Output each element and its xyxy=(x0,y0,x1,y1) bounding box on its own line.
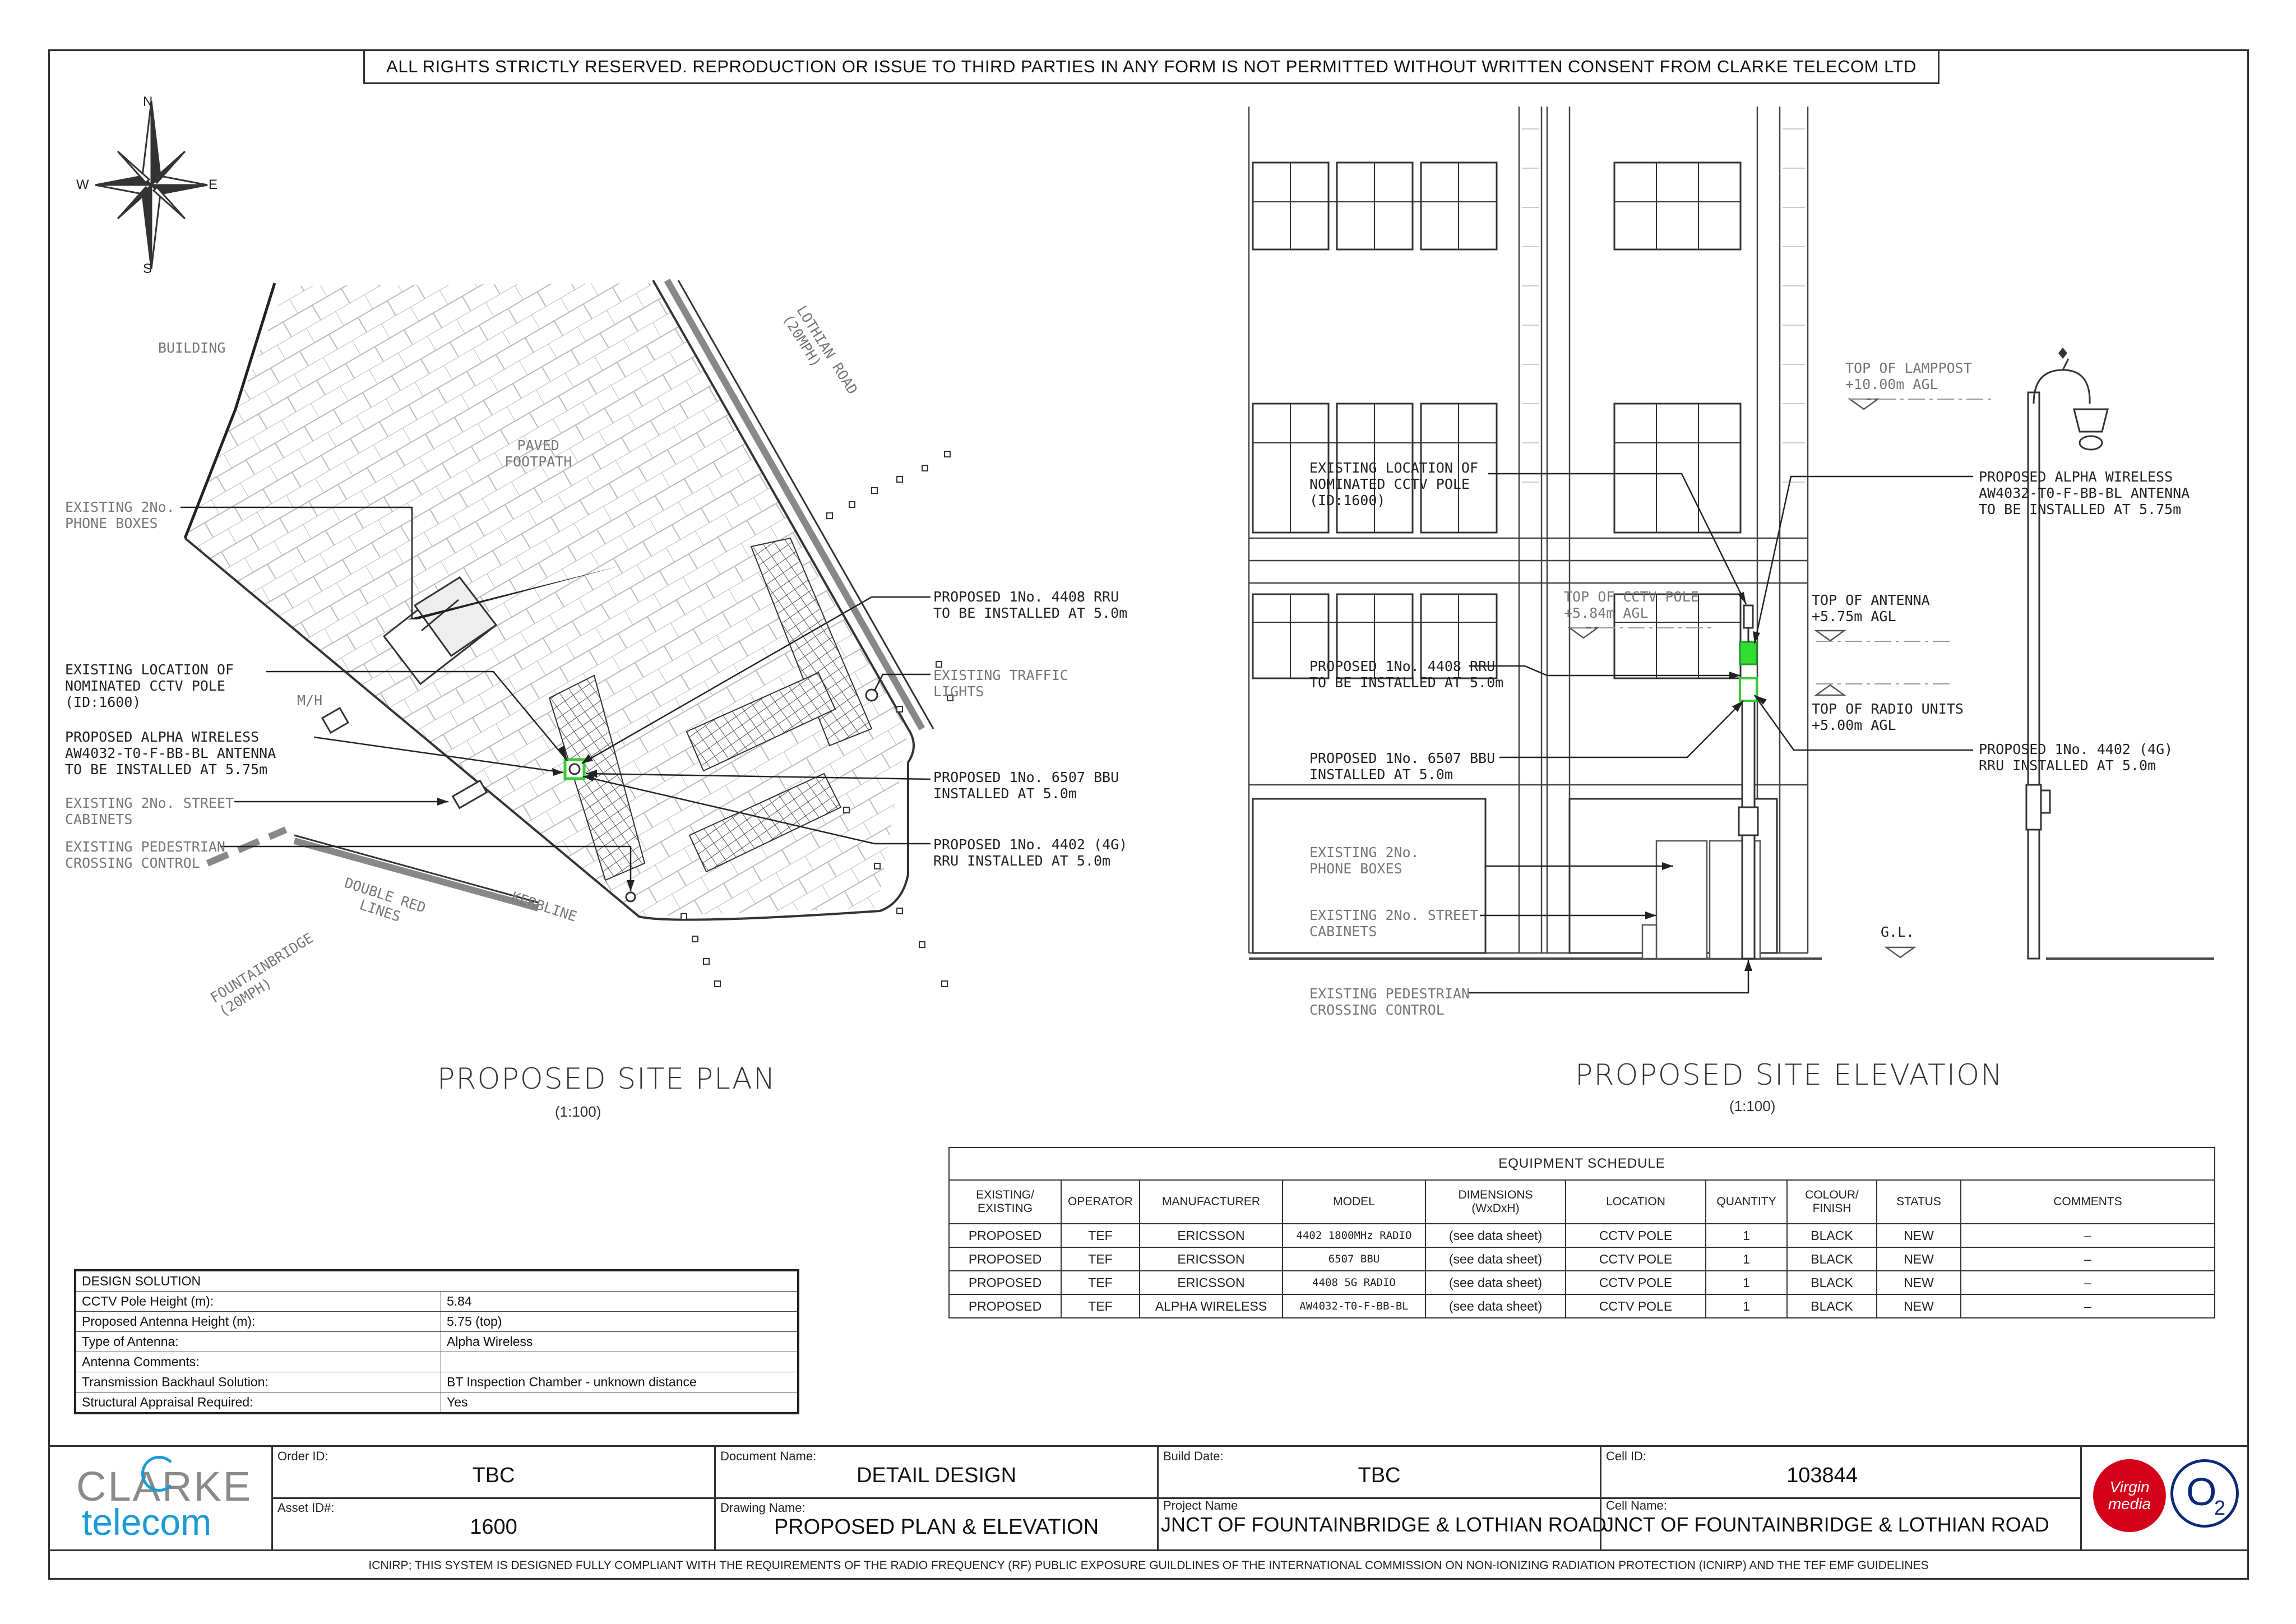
table-cell: TEF xyxy=(1061,1294,1140,1318)
plan-label-bbu-6507: PROPOSED 1No. 6507 BBU INSTALLED AT 5.0m xyxy=(933,769,1119,802)
o2-logo-letter: O xyxy=(2186,1470,2217,1514)
cell-id-cell xyxy=(1600,1447,2043,1498)
cell-id-caption: Cell ID: xyxy=(1606,1449,1647,1463)
clarke-telecom-logo xyxy=(48,1447,272,1549)
table-cell: (see data sheet) xyxy=(1425,1271,1566,1294)
logo-clarke-text: CLARKE xyxy=(76,1463,253,1510)
col-header-model: MODEL xyxy=(1283,1180,1425,1224)
plan-label-phone-boxes: EXISTING 2No. PHONE BOXES xyxy=(65,499,175,531)
drawing-name-caption: Drawing Name: xyxy=(720,1501,806,1515)
table-row xyxy=(949,1271,2215,1294)
table-cell: PROPOSED xyxy=(949,1294,1061,1318)
col-header-location: LOCATION xyxy=(1566,1180,1706,1224)
plan-label-kerbline: KERBLINE xyxy=(510,889,579,925)
table-cell: – xyxy=(1961,1294,2215,1318)
table-cell: ALPHA WIRELESS xyxy=(1140,1294,1283,1318)
build-date-value: TBC xyxy=(1358,1464,1401,1487)
compass-w: W xyxy=(76,177,89,192)
col-header-status: STATUS xyxy=(1877,1180,1961,1224)
col-header-existing: EXISTING/ EXISTING xyxy=(949,1180,1061,1224)
table-cell: CCTV POLE xyxy=(1566,1224,1706,1247)
elev-label-cctv-pole: EXISTING LOCATION OF NOMINATED CCTV POLE (ID:1600) xyxy=(1309,460,1479,508)
icnirp-footer: ICNIRP; THIS SYSTEM IS DESIGNED FULLY COMPLIANT WITH THE REQUIREMENTS OF THE RADIO FREQUENCY (RF) PUBLIC EXPOSURE GUILDLINES OF THE INTERNATIONAL COMMISSION ON NON-IONIZING RADIATION PROTECTION (ICNIRP) AND THE TEF EMF GUIDELINES xyxy=(48,1549,2249,1580)
table-cell: AW4032-T0-F-BB-BL xyxy=(1283,1294,1425,1318)
table-cell: ERICSSON xyxy=(1140,1247,1283,1271)
table-row xyxy=(75,1332,798,1352)
design-value: Yes xyxy=(441,1392,799,1414)
plan-label-double-red-lines: DOUBLE RED LINES xyxy=(342,875,428,926)
table-row xyxy=(75,1392,798,1414)
design-key: Type of Antenna: xyxy=(75,1332,441,1352)
asset-id-value: 1600 xyxy=(470,1515,517,1539)
operator-logos xyxy=(2080,1447,2249,1549)
table-cell: TEF xyxy=(1061,1224,1140,1247)
project-name-caption: Project Name xyxy=(1163,1498,1238,1512)
elev-label-ped-crossing: EXISTING PEDESTRIAN CROSSING CONTROL xyxy=(1309,985,1470,1018)
col-header-colour: COLOUR/ FINISH xyxy=(1787,1180,1877,1224)
drawing-name-value: PROPOSED PLAN & ELEVATION xyxy=(774,1515,1099,1539)
design-solution-table xyxy=(74,1269,799,1414)
table-cell: CCTV POLE xyxy=(1566,1294,1706,1318)
project-name-value: JNCT OF FOUNTAINBRIDGE & LOTHIAN ROAD xyxy=(1161,1513,1607,1536)
elev-label-top-cctv: TOP OF CCTV POLE +5.84m AGL xyxy=(1564,589,1699,621)
order-id-cell xyxy=(271,1447,714,1498)
order-id-caption: Order ID: xyxy=(277,1449,328,1463)
plan-label-traffic-lights: EXISTING TRAFFIC LIGHTS xyxy=(933,667,1068,700)
table-cell: 4402 1800MHz RADIO xyxy=(1283,1224,1425,1247)
table-cell: 1 xyxy=(1706,1224,1787,1247)
table-cell: 1 xyxy=(1706,1294,1787,1318)
table-cell: ERICSSON xyxy=(1140,1224,1283,1247)
table-cell: PROPOSED xyxy=(949,1224,1061,1247)
equipment-schedule-table xyxy=(948,1147,2215,1318)
plan-label-fountainbridge: FOUNTAINBRIDGE (20MPH) xyxy=(207,929,317,1020)
document-name-value: DETAIL DESIGN xyxy=(856,1464,1017,1487)
table-cell: 1 xyxy=(1706,1271,1787,1294)
elev-label-top-lamppost: TOP OF LAMPPOST +10.00m AGL xyxy=(1845,360,1972,392)
document-name-caption: Document Name: xyxy=(720,1449,817,1463)
table-cell: (see data sheet) xyxy=(1425,1224,1566,1247)
build-date-cell xyxy=(1157,1447,1600,1498)
plan-label-ped-crossing: EXISTING PEDESTRIAN CROSSING CONTROL xyxy=(65,839,225,871)
plan-label-cctv-pole: EXISTING LOCATION OF NOMINATED CCTV POLE (ID:1600) xyxy=(65,661,234,710)
design-key: Antenna Comments: xyxy=(75,1352,441,1372)
asset-id-cell xyxy=(271,1498,714,1549)
build-date-caption: Build Date: xyxy=(1163,1449,1224,1463)
table-row xyxy=(949,1294,2215,1318)
table-cell: NEW xyxy=(1877,1224,1961,1247)
table-cell: BLACK xyxy=(1787,1294,1877,1318)
title-block xyxy=(48,1445,2249,1549)
table-cell: BLACK xyxy=(1787,1247,1877,1271)
design-key: Proposed Antenna Height (m): xyxy=(75,1312,441,1332)
table-cell: 4408 5G RADIO xyxy=(1283,1271,1425,1294)
design-value: 5.84 xyxy=(441,1292,799,1312)
table-cell: 6507 BBU xyxy=(1283,1247,1425,1271)
elevation-scale: (1:100) xyxy=(1729,1098,1776,1114)
plan-label-building: BUILDING xyxy=(158,340,226,356)
elev-label-bbu-6507: PROPOSED 1No. 6507 BBU INSTALLED AT 5.0m xyxy=(1309,750,1496,783)
col-header-manufacturer: MANUFACTURER xyxy=(1140,1180,1283,1224)
elev-label-rru-4408: PROPOSED 1No. 4408 RRU TO BE INSTALLED AT 5.0m xyxy=(1309,658,1504,691)
cell-name-value: JNCT OF FOUNTAINBRIDGE & LOTHIAN ROAD xyxy=(1604,1513,2049,1536)
table-cell: TEF xyxy=(1061,1247,1140,1271)
elev-label-phone-boxes: EXISTING 2No. PHONE BOXES xyxy=(1309,844,1419,877)
table-cell: PROPOSED xyxy=(949,1271,1061,1294)
design-value: Alpha Wireless xyxy=(441,1332,799,1352)
table-cell: ERICSSON xyxy=(1140,1271,1283,1294)
document-name-cell xyxy=(714,1447,1157,1498)
col-header-comments: COMMENTS xyxy=(1961,1180,2215,1224)
table-cell: – xyxy=(1961,1271,2215,1294)
virgin-media-logo: Virgin media xyxy=(2093,1459,2166,1532)
o2-logo-sub: 2 xyxy=(2214,1496,2226,1519)
table-row xyxy=(75,1372,798,1392)
design-solution-heading: DESIGN SOLUTION xyxy=(75,1270,798,1292)
design-key: CCTV Pole Height (m): xyxy=(75,1292,441,1312)
elev-label-street-cabinets: EXISTING 2No. STREET CABINETS xyxy=(1309,907,1479,940)
equipment-schedule-caption: EQUIPMENT SCHEDULE xyxy=(949,1148,2215,1180)
design-key: Structural Appraisal Required: xyxy=(75,1392,441,1414)
asset-id-caption: Asset ID#: xyxy=(277,1501,335,1515)
elev-label-antenna: PROPOSED ALPHA WIRELESS AW4032-T0-F-BB-BL ANTENNA TO BE INSTALLED AT 5.75m xyxy=(1979,469,2190,517)
table-cell: PROPOSED xyxy=(949,1247,1061,1271)
table-cell: – xyxy=(1961,1247,2215,1271)
plan-label-rru-4402: PROPOSED 1No. 4402 (4G) RRU INSTALLED AT 5.0m xyxy=(933,836,1128,869)
elevation-title: PROPOSED SITE ELEVATION xyxy=(1575,1058,2004,1092)
compass-n: N xyxy=(143,94,153,109)
plan-label-rru-4408: PROPOSED 1No. 4408 RRU TO BE INSTALLED AT 5.0m xyxy=(933,589,1128,621)
table-cell: BLACK xyxy=(1787,1224,1877,1247)
table-cell: CCTV POLE xyxy=(1566,1247,1706,1271)
table-cell: NEW xyxy=(1877,1271,1961,1294)
table-cell: CCTV POLE xyxy=(1566,1271,1706,1294)
design-value: 5.75 (top) xyxy=(441,1312,799,1332)
order-id-value: TBC xyxy=(472,1464,515,1487)
table-row xyxy=(949,1224,2215,1247)
plan-scale: (1:100) xyxy=(555,1103,601,1120)
table-row xyxy=(75,1352,798,1372)
table-cell: BLACK xyxy=(1787,1271,1877,1294)
table-cell: 1 xyxy=(1706,1247,1787,1271)
col-header-operator: OPERATOR xyxy=(1061,1180,1140,1224)
table-row xyxy=(75,1292,798,1312)
logo-swoosh-icon xyxy=(141,1456,177,1492)
cell-name-caption: Cell Name: xyxy=(1606,1498,1667,1512)
logo-telecom-text: telecom xyxy=(82,1501,212,1543)
elev-label-top-radio: TOP OF RADIO UNITS +5.00m AGL xyxy=(1812,701,1964,733)
table-cell: NEW xyxy=(1877,1247,1961,1271)
table-row xyxy=(949,1247,2215,1271)
table-cell: TEF xyxy=(1061,1271,1140,1294)
design-key: Transmission Backhaul Solution: xyxy=(75,1372,441,1392)
compass-s: S xyxy=(143,261,152,276)
cell-id-value: 103844 xyxy=(1786,1464,1858,1487)
drawing-name-cell xyxy=(714,1498,1157,1549)
cell-name-cell xyxy=(1600,1498,2080,1549)
elev-label-ground-level: G.L. xyxy=(1881,924,1915,940)
elev-label-top-antenna: TOP OF ANTENNA +5.75m AGL xyxy=(1812,592,1930,624)
elev-label-rru-4402: PROPOSED 1No. 4402 (4G) RRU INSTALLED AT 5.0m xyxy=(1979,741,2173,774)
plan-label-manhole: M/H xyxy=(297,692,323,709)
compass-e: E xyxy=(209,177,218,192)
plan-label-lothian-road: LOTHIAN ROAD (20MPH) xyxy=(779,303,861,397)
project-name-cell xyxy=(1157,1498,1607,1549)
design-value: BT Inspection Chamber - unknown distance xyxy=(441,1372,799,1392)
table-cell: (see data sheet) xyxy=(1425,1294,1566,1318)
plan-title: PROPOSED SITE PLAN xyxy=(437,1062,776,1096)
col-header-dimensions: DIMENSIONS (WxDxH) xyxy=(1425,1180,1566,1224)
equipment-header-row xyxy=(949,1180,2215,1224)
copyright-banner: ALL RIGHTS STRICTLY RESERVED. REPRODUCTION OR ISSUE TO THIRD PARTIES IN ANY FORM IS NOT PERMITTED WITHOUT WRITTEN CONSENT FROM CLARKE TELECOM LTD xyxy=(363,49,1939,84)
table-cell: NEW xyxy=(1877,1294,1961,1318)
col-header-quantity: QUANTITY xyxy=(1706,1180,1787,1224)
plan-label-antenna: PROPOSED ALPHA WIRELESS AW4032-T0-F-BB-BL ANTENNA TO BE INSTALLED AT 5.75m xyxy=(65,729,276,778)
plan-label-street-cabinets: EXISTING 2No. STREET CABINETS xyxy=(65,795,234,827)
table-cell: – xyxy=(1961,1224,2215,1247)
plan-label-paved-footpath: PAVED FOOTPATH xyxy=(504,437,572,470)
table-cell: (see data sheet) xyxy=(1425,1247,1566,1271)
table-row xyxy=(75,1312,798,1332)
design-value xyxy=(441,1352,799,1372)
